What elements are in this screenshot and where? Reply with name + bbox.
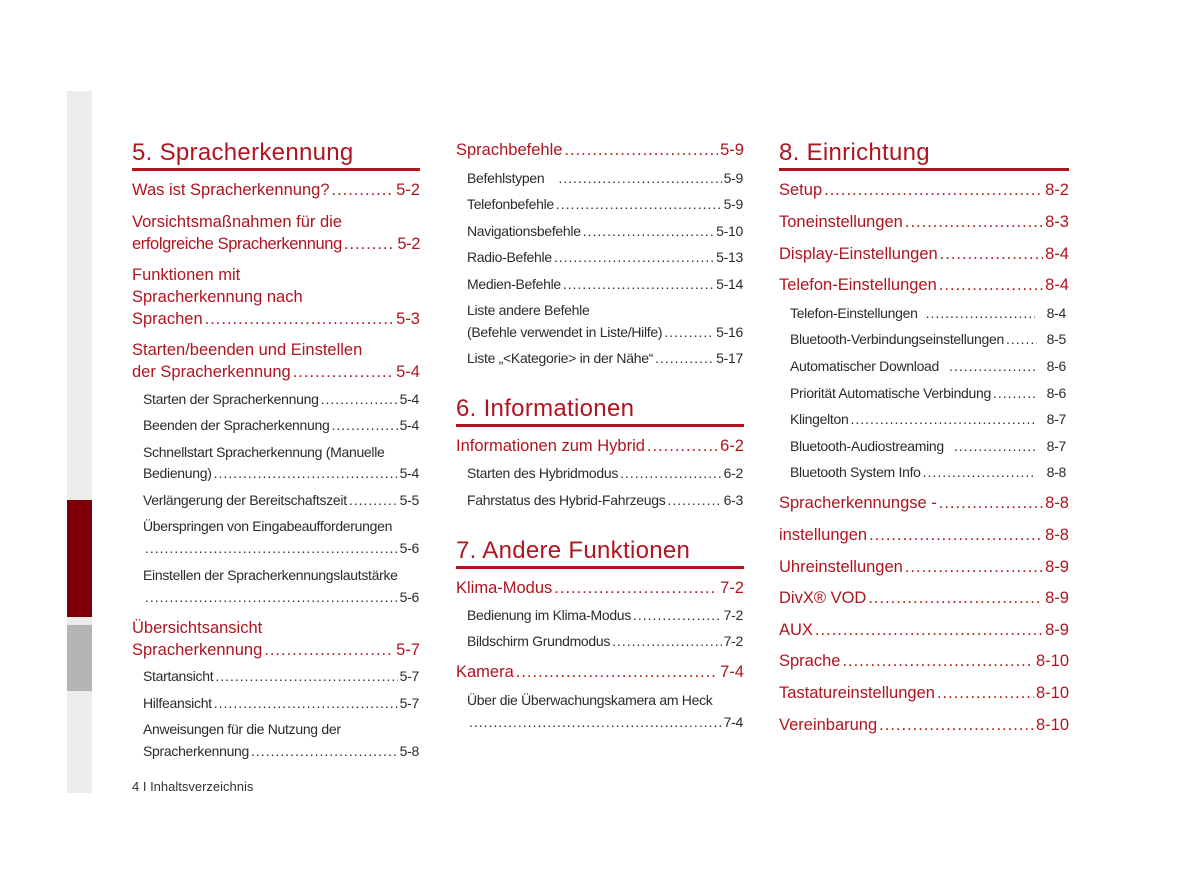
toc-page: 8-8 <box>1045 526 1069 544</box>
toc-page: 5-9 <box>723 196 743 212</box>
toc-entry-title: Priorität Automatische Verbindung <box>790 385 992 401</box>
page-footer: 4 I Inhaltsverzeichnis <box>132 779 254 794</box>
toc-section-title: Was ist Spracherkennung? <box>132 181 330 199</box>
toc-page: 8-7 <box>1046 438 1066 454</box>
toc-page: 5-7 <box>399 668 419 684</box>
toc-section-title: Toneinstellungen <box>779 213 903 231</box>
toc-entry-title: Beenden der Spracherkennung <box>143 417 330 433</box>
toc-entry-title: Bedienung im Klima-Modus <box>467 607 631 623</box>
toc-entry-line: Über die Überwachungskamera am Heck <box>467 692 713 708</box>
chapter-title-8: 8. Einrichtung <box>779 139 1069 171</box>
toc-section-divx[interactable] <box>779 587 1069 609</box>
toc-entry-title: Radio-Befehle <box>467 249 552 265</box>
toc-page: 6-2 <box>723 465 743 481</box>
toc-entry[interactable] <box>467 247 743 268</box>
toc-page: 8-10 <box>1035 684 1069 702</box>
toc-entry-line: Einstellen der Spracherkennungslautstärke <box>143 567 398 583</box>
toc-section-uhr[interactable] <box>779 556 1069 578</box>
toc-entry-title: Fahrstatus des Hybrid-Fahrzeugs <box>467 492 666 508</box>
toc-entry-title: Startansicht <box>143 668 214 684</box>
toc-section-line: Funktionen mit <box>132 266 241 284</box>
toc-section-setup[interactable] <box>779 179 1069 201</box>
toc-entry-line: Überspringen von Eingabeaufforderungen <box>143 518 393 534</box>
toc-entry[interactable] <box>790 409 1066 430</box>
toc-page: 5-16 <box>716 324 743 340</box>
toc-section-title: Klima-Modus <box>456 579 553 597</box>
toc-page: 8-7 <box>1046 411 1066 427</box>
toc-section-title: Spracherkennung <box>132 641 263 659</box>
side-tab-active-marker <box>67 500 92 617</box>
toc-entry-title: Bluetooth-Audiostreaming <box>790 438 944 454</box>
toc-entry[interactable] <box>467 605 743 626</box>
toc-section-telefon[interactable] <box>779 274 1069 296</box>
toc-page: 5-9 <box>723 170 743 186</box>
toc-page: 5-4 <box>396 363 420 381</box>
toc-entry-title: Starten der Spracherkennung <box>143 391 319 407</box>
toc-entry[interactable] <box>467 490 743 511</box>
toc-section-ton[interactable] <box>779 211 1069 233</box>
toc-section-display[interactable] <box>779 243 1069 265</box>
toc-entry[interactable] <box>143 693 419 714</box>
toc-entry[interactable] <box>790 356 1066 377</box>
toc-page: 5-8 <box>399 743 419 759</box>
toc-entry-title: Medien-Befehle <box>467 276 561 292</box>
toc-page: 5-3 <box>396 310 420 328</box>
toc-page: 5-9 <box>720 141 744 159</box>
toc-entry-title: Telefonbefehle <box>467 196 554 212</box>
toc-section-title: Display-Einstellungen <box>779 245 938 263</box>
toc-entry-title: Telefon-Einstellungen <box>790 305 918 321</box>
toc-page: 5-6 <box>399 540 419 556</box>
toc-page: 5-4 <box>399 391 419 407</box>
toc-entry-title: Navigationsbefehle <box>467 223 581 239</box>
toc-section-uebersicht[interactable] <box>132 639 420 661</box>
toc-section-title: Setup <box>779 181 823 199</box>
toc-entry[interactable] <box>467 712 743 733</box>
toc-page: 5-7 <box>396 641 420 659</box>
toc-section-line: Übersichtsansicht <box>132 619 263 637</box>
toc-section-title: Spracherkennungse - <box>779 494 937 512</box>
toc-page: 8-9 <box>1045 589 1069 607</box>
toc-entry[interactable] <box>467 348 743 369</box>
chapter-title-5: 5. Spracherkennung <box>132 139 420 171</box>
toc-section-title: instellungen <box>779 526 868 544</box>
toc-page: 8-5 <box>1046 331 1066 347</box>
toc-entry-title: Liste „<Kategorie> in der Nähe“ <box>467 350 654 366</box>
side-tab-marker <box>67 625 92 691</box>
toc-page: 5-7 <box>399 695 419 711</box>
toc-entry[interactable] <box>143 490 419 511</box>
toc-page: 6-2 <box>720 437 744 455</box>
toc-section-title: Sprache <box>779 652 841 670</box>
toc-page: 5-5 <box>399 492 419 508</box>
toc-entry-line: Schnellstart Spracherkennung (Manuelle <box>143 444 385 460</box>
toc-page: 6-3 <box>723 492 743 508</box>
toc-section-title: Kamera <box>456 663 514 681</box>
toc-section-vereinbarung[interactable] <box>779 714 1069 736</box>
toc-section-title: Informationen zum Hybrid <box>456 437 645 455</box>
toc-entry[interactable] <box>467 322 743 343</box>
toc-entry[interactable] <box>790 383 1066 404</box>
toc-page: 5-10 <box>716 223 743 239</box>
toc-entry[interactable] <box>143 587 419 608</box>
toc-page: 7-4 <box>723 714 743 730</box>
toc-entry[interactable] <box>467 463 743 484</box>
toc-page: 5-17 <box>716 350 743 366</box>
toc-page: 8-6 <box>1046 358 1066 374</box>
toc-page: 5-6 <box>399 589 419 605</box>
toc-entry-line: Liste andere Befehle <box>467 302 590 318</box>
toc-page: 8-4 <box>1046 305 1066 321</box>
toc-entry-title: Automatischer Download <box>790 358 940 374</box>
toc-entry[interactable] <box>790 303 1066 324</box>
toc-page: 5-4 <box>399 417 419 433</box>
toc-entry[interactable] <box>467 631 743 652</box>
toc-section-funktionen[interactable] <box>132 308 420 330</box>
toc-section-title: AUX <box>779 621 813 639</box>
toc-entry[interactable] <box>143 741 419 762</box>
toc-section-tastatur[interactable] <box>779 682 1069 704</box>
toc-entry-line: Anweisungen für die Nutzung der <box>143 721 341 737</box>
toc-section-title: Sprachbefehle <box>456 141 563 159</box>
toc-section-aux[interactable] <box>779 619 1069 641</box>
toc-entry-title: Hilfeansicht <box>143 695 212 711</box>
toc-page: 8-6 <box>1046 385 1066 401</box>
toc-page: 8-10 <box>1035 716 1069 734</box>
toc-entry[interactable] <box>143 415 419 436</box>
toc-section-title: Tastatureinstellungen <box>779 684 935 702</box>
toc-entry-title: Bildschirm Grundmodus <box>467 633 611 649</box>
toc-entry[interactable] <box>467 168 743 189</box>
toc-section-title: Telefon-Einstellungen <box>779 276 937 294</box>
toc-page: 8-8 <box>1045 494 1069 512</box>
toc-entry[interactable] <box>790 436 1066 457</box>
toc-section-spracherkennung-einst[interactable] <box>779 492 1069 514</box>
toc-entry-title: Starten des Hybridmodus <box>467 465 619 481</box>
toc-page: 8-3 <box>1045 213 1069 231</box>
toc-entry[interactable] <box>790 462 1066 483</box>
toc-section-informationen-hybrid[interactable] <box>456 435 744 457</box>
toc-page: 8-10 <box>1035 652 1069 670</box>
toc-page: 7-2 <box>723 607 743 623</box>
toc-section-instellungen[interactable] <box>779 524 1069 546</box>
toc-entry[interactable] <box>467 221 743 242</box>
toc-section-title: DivX® VOD <box>779 589 867 607</box>
toc-section-title: Sprachen <box>132 310 203 328</box>
toc-section-starten[interactable] <box>132 361 420 383</box>
toc-section-kamera[interactable] <box>456 661 744 683</box>
toc-section-title: Uhreinstellungen <box>779 558 903 576</box>
toc-section-line: Starten/beenden und Einstellen <box>132 341 363 359</box>
toc-entry-title: Bluetooth System Info <box>790 464 921 480</box>
toc-entry[interactable] <box>467 194 743 215</box>
toc-section-sprache[interactable] <box>779 650 1069 672</box>
toc-entry-title: (Befehle verwendet in Liste/Hilfe) <box>467 324 663 340</box>
toc-entry[interactable] <box>790 329 1066 350</box>
toc-section-line: Vorsichtsmaßnahmen für die <box>132 213 343 231</box>
toc-page: 5-4 <box>399 465 419 481</box>
toc-entry[interactable] <box>143 538 419 559</box>
toc-section-title: erfolgreiche Spracherkennung <box>132 235 342 253</box>
toc-entry-title: Bedienung) <box>143 465 212 481</box>
toc-entry[interactable] <box>143 666 419 687</box>
chapter-title-6: 6. Informationen <box>456 395 744 427</box>
toc-page: 5-14 <box>716 276 743 292</box>
toc-page: 8-2 <box>1045 181 1069 199</box>
toc-entry-title: Klingelton <box>790 411 849 427</box>
toc-page: 8-4 <box>1045 245 1069 263</box>
toc-page: 8-8 <box>1046 464 1066 480</box>
toc-page: 5-2 <box>396 181 420 199</box>
toc-page: 8-4 <box>1045 276 1069 294</box>
toc-page: 7-2 <box>720 579 744 597</box>
toc-page: 5-13 <box>716 249 743 265</box>
toc-section-title: der Spracherkennung <box>132 363 291 381</box>
toc-entry-title: Bluetooth-Verbindungseinstellungen <box>790 331 1004 347</box>
toc-entry-title: Befehlstypen <box>467 170 545 186</box>
toc-section-vorsicht[interactable] <box>132 233 420 255</box>
chapter-title-7: 7. Andere Funktionen <box>456 537 744 569</box>
toc-section-line: Spracherkennung nach <box>132 288 303 306</box>
toc-section-sprachbefehle[interactable] <box>456 139 744 161</box>
toc-page: 7-4 <box>720 663 744 681</box>
toc-page: 5-2 <box>397 235 420 253</box>
toc-entry-title: Spracherkennung <box>143 743 250 759</box>
toc-entry-title: Verlängerung der Bereitschaftszeit <box>143 492 347 508</box>
toc-page: 7-2 <box>723 633 743 649</box>
toc-section-title: Vereinbarung <box>779 716 878 734</box>
toc-entry[interactable] <box>143 389 419 410</box>
toc-page: 8-9 <box>1045 621 1069 639</box>
toc-section-was-ist[interactable] <box>132 179 420 201</box>
toc-section-klima[interactable] <box>456 577 744 599</box>
toc-entry[interactable] <box>467 274 743 295</box>
toc-entry[interactable] <box>143 463 419 484</box>
toc-page: 8-9 <box>1045 558 1069 576</box>
